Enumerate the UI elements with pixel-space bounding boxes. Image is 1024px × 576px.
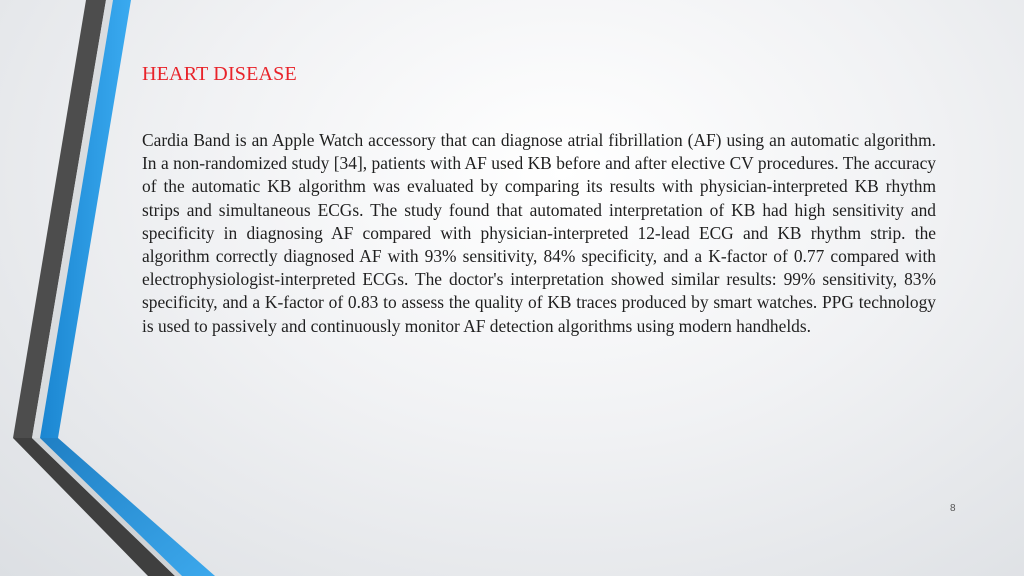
slide-title: HEART DISEASE — [142, 63, 297, 85]
light-stripe-upper — [32, 0, 113, 438]
page-number: 8 — [950, 503, 956, 514]
light-stripe-lower — [32, 438, 182, 576]
slide-body-text: Cardia Band is an Apple Watch accessory that can diagnose atrial fibrillation (AF) using an automatic algorithm. In a non-randomized study [34], patients with AF used KB before and after elective CV procedures. The accuracy of the automatic KB algorithm was evaluated by comparing its results with physician-interpreted KB rhythm strips and simultaneous ECGs. The study found that automated interpretation of KB had high sensitivity and specificity in diagnosing AF compared with physician-interpreted 12-lead ECG and KB rhythm strip. the algorithm correctly diagnosed AF with 93% sensitivity, 84% specificity, and a K-factor of 0.77 compared with electrophysiologist-interpreted ECGs. The doctor's interpretation showed similar results: 99% sensitivity, 83% specificity, and a K-factor of 0.83 to assess the quality of KB traces produced by smart watches. PPG technology is used to passively and continuously monitor AF detection algorithms using modern handhelds. — [142, 130, 936, 336]
blue-stripe-lower — [40, 438, 215, 576]
dark-stripe-lower — [13, 438, 175, 576]
